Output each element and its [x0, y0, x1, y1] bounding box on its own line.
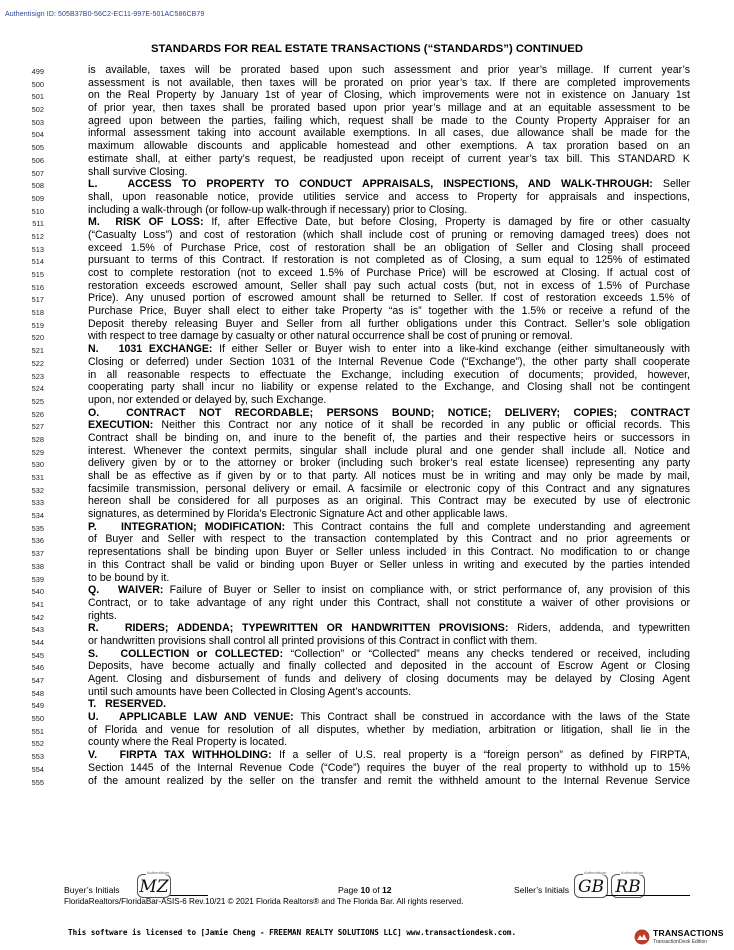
contract-line: [0, 572, 734, 585]
seller-initial-box-1[interactable]: Authentisign GB: [574, 874, 608, 898]
section-heading: R. RIDERS; ADDENDA; TYPEWRITTEN OR HANDWRITTEN PROVISIONS:: [88, 622, 509, 635]
contract-line: [0, 546, 734, 559]
contract-line: [0, 559, 734, 572]
line-number: 519: [31, 320, 44, 330]
line-number: 528: [31, 434, 44, 444]
line-number: 515: [31, 270, 44, 279]
line-number: 533: [31, 498, 44, 508]
line-body: If a seller of U.S. real property is a “foreign person” as defined by FIRPTA,: [271, 749, 690, 762]
line-body: assessment is not available, then taxes will be prorated on prior year’s tax. If there are completed improvements: [88, 76, 690, 89]
line-body: upon, nor extended or delayed by, such Exchange.: [88, 393, 327, 406]
line-body: informal assessment taking into account available exemptions. In all cases, due allowance shall be made for the: [88, 127, 690, 140]
line-text: [88, 369, 690, 382]
line-number: 514: [31, 257, 44, 267]
line-text: [88, 610, 690, 623]
line-text: [88, 457, 690, 470]
line-text: [88, 762, 690, 775]
line-body: in all reasonable respects to effectuate the Exchange, including execution of documents; provided, however,: [88, 368, 690, 381]
line-text: [88, 191, 690, 204]
line-body: with respect to tree damage by casualty or other natural occurrence shall be cost of pruning or removal.: [88, 330, 573, 343]
line-number: 545: [31, 650, 44, 660]
line-body: Deposits, have become actually and finally collected and deposited in the account of Escrow Agent or Closing: [88, 660, 690, 673]
line-number: 523: [31, 371, 44, 381]
contract-line: [0, 102, 734, 115]
line-number: 525: [31, 396, 44, 406]
seller-initial-line: [606, 895, 690, 896]
page-title: STANDARDS FOR REAL ESTATE TRANSACTIONS (“STANDARDS”) CONTINUED: [151, 43, 583, 55]
line-text: [88, 495, 690, 508]
line-number: 547: [31, 676, 44, 685]
line-text: [88, 330, 690, 343]
contract-line: [0, 140, 734, 153]
contract-line: [0, 610, 734, 623]
line-text: [88, 483, 690, 496]
contract-line: [0, 673, 734, 686]
line-body: If, after Effective Date, but before Closing, Property is damaged by fire or other casualty: [203, 216, 690, 229]
line-text: [88, 127, 690, 140]
line-body: Neither this Contract nor any notice of it shall be recorded in any public or official records. This: [153, 419, 690, 432]
line-number: 546: [31, 663, 44, 673]
section-heading: L. ACCESS TO PROPERTY TO CONDUCT APPRAISALS, INSPECTIONS, AND WALK-THROUGH:: [88, 178, 653, 191]
line-number: 518: [31, 308, 44, 318]
line-text: [88, 508, 690, 521]
line-text: [88, 140, 690, 153]
line-body: or handwritten provisions shall control all printed provisions of this Contract in conflict with them.: [88, 634, 538, 647]
line-number: 553: [31, 752, 44, 762]
line-body: Riders, addenda, and typewritten: [508, 622, 690, 635]
line-text: [88, 102, 690, 115]
line-text: [88, 419, 690, 432]
contract-line: [0, 457, 734, 470]
buyer-initial-1: MZ: [139, 877, 169, 897]
line-text: [88, 559, 690, 572]
line-text: [88, 724, 690, 737]
line-number: 536: [31, 536, 44, 546]
line-number: 502: [31, 105, 44, 115]
page-indicator: Page 10 of 12: [338, 885, 392, 895]
line-body: Purchase Price, Buyer shall elect to either take Property “as is” together with the 1.5% or receive a refund of the: [88, 305, 690, 318]
line-number: 532: [31, 485, 44, 495]
line-body: Contract shall be binding on, and inure to the benefit of, the parties and their respective heirs or successors in: [88, 431, 690, 444]
line-text: [88, 521, 690, 534]
line-text: [88, 280, 690, 293]
seller-initial-2: RB: [615, 877, 641, 897]
line-body: Price). Any unused portion of escrowed amount shall be returned to Seller. If cost of restoration exceeds 1.5% of: [88, 292, 690, 305]
buyer-initial-line-2[interactable]: [170, 895, 208, 896]
contract-line: [0, 343, 734, 356]
contract-line: [0, 584, 734, 597]
line-body: county where the Real Property is located.: [88, 736, 288, 749]
logo-subtitle: TransactionDesk Edition: [653, 939, 708, 945]
contract-line: [0, 698, 734, 711]
contract-line: [0, 749, 734, 762]
contract-line: [0, 533, 734, 546]
line-number: 505: [31, 143, 44, 153]
line-number: 535: [31, 523, 44, 533]
contract-line: [0, 280, 734, 293]
line-body: Section 1445 of the Internal Revenue Code (“Code”) requires the buyer of the real property to withhold up to 15%: [88, 761, 690, 774]
section-heading: N. 1031 EXCHANGE:: [88, 343, 213, 356]
page-number: 10: [360, 885, 371, 895]
contract-line: [0, 242, 734, 255]
section-heading: Q. WAIVER:: [88, 584, 164, 597]
line-text: [88, 407, 690, 420]
line-text: [88, 445, 690, 458]
line-body: estimate shall, at either party’s request, be readjusted upon receipt of current year’s tax bill. This STANDARD K: [88, 152, 690, 165]
line-number: 506: [31, 155, 44, 165]
contract-line: [0, 622, 734, 635]
line-body: facsimile transmission, personal delivery or email. A facsimile or electronic copy of this Contract and any signatures: [88, 482, 690, 495]
seller-initial-box-2[interactable]: Authentisign RB: [611, 874, 645, 898]
line-body: “Collection” or “Collected” means any checks tendered or received, including: [283, 647, 690, 660]
line-text: [88, 254, 690, 267]
line-number: 511: [32, 219, 44, 229]
line-text: [88, 204, 690, 217]
line-number: 549: [31, 701, 44, 711]
contract-line: [0, 432, 734, 445]
line-number: 531: [31, 473, 44, 482]
line-text: [88, 229, 690, 242]
line-number: 509: [31, 193, 44, 203]
contract-line: [0, 64, 734, 77]
line-text: [88, 711, 690, 724]
line-number: 548: [31, 688, 44, 698]
line-number: 504: [31, 130, 44, 140]
line-text: [88, 572, 690, 585]
contract-line: [0, 89, 734, 102]
line-text: [88, 584, 690, 597]
line-text: [88, 749, 690, 762]
line-body: representations shall be binding upon Buyer or Seller unless included in this Contract. No modification to or change: [88, 546, 690, 559]
line-text: [88, 673, 690, 686]
line-number: 538: [31, 561, 44, 571]
line-text: [88, 318, 690, 331]
line-body: until such amounts have been Collected in Closing Agent’s accounts.: [88, 685, 412, 698]
line-body: Deposit thereby releasing Buyer and Seller from all further obligations under this Contract. Seller’s sole obligation: [88, 317, 690, 330]
line-number: 540: [31, 587, 44, 597]
contract-line: [0, 229, 734, 242]
line-body: shall survive Closing.: [88, 165, 188, 178]
line-text: [88, 292, 690, 305]
contract-line: [0, 711, 734, 724]
line-text: [88, 115, 690, 128]
contract-line: [0, 127, 734, 140]
section-heading: V. FIRPTA TAX WITHHOLDING:: [88, 749, 272, 762]
line-number: 555: [31, 777, 44, 787]
sellers-initials-label: Seller’s Initials: [514, 885, 570, 895]
contract-line: [0, 330, 734, 343]
seller-initial-1: GB: [577, 877, 605, 897]
contract-line: [0, 166, 734, 179]
line-text: [88, 622, 690, 635]
section-heading: O. CONTRACT NOT RECORDABLE; PERSONS BOUND; NOTICE; DELIVERY; COPIES; CONTRACT: [88, 406, 690, 419]
line-body: shall be as effective as if given by or to that party. All notices must be in writing and may only be made by mail,: [88, 470, 690, 482]
transactions-logo: [634, 927, 730, 947]
line-number: 527: [31, 422, 44, 432]
contract-line: [0, 495, 734, 508]
line-text: [88, 242, 690, 255]
line-text: [88, 546, 690, 559]
line-body: delivery given by or to the attorney or broker (including such broker’s real estate licensee) representing any party: [88, 457, 690, 470]
line-body: to be bound by it.: [88, 571, 170, 584]
line-number: 512: [31, 231, 44, 241]
line-number: 524: [31, 384, 44, 394]
line-text: [88, 660, 690, 673]
line-body: Failure of Buyer or Seller to insist on compliance with, or strict performance of, any provision of this: [163, 584, 690, 597]
contract-line: [0, 508, 734, 521]
line-number: 550: [31, 714, 44, 724]
line-text: [88, 89, 690, 102]
contract-line: [0, 305, 734, 318]
line-body: including a walk-through (or follow-up walk-through if necessary) prior to Closing.: [88, 203, 468, 216]
line-number: 551: [31, 726, 44, 736]
contract-line: [0, 153, 734, 166]
line-number: 529: [31, 447, 44, 457]
line-body: cooperating party shall incur no liability or expense related to the Exchange, and Closing shall not be contingent: [88, 381, 690, 394]
line-text: [88, 356, 690, 369]
line-body: restoration exceeds escrowed amount, Seller shall pay such actual costs (but, not in excess of 1.5% of Purchase: [88, 279, 690, 292]
line-body: interest. Whenever the context permits, singular shall include plural and one gender shall include all. Notice and: [88, 444, 690, 457]
contract-line: [0, 597, 734, 610]
contract-line: [0, 267, 734, 280]
line-number: 508: [31, 181, 44, 191]
line-number: 503: [31, 117, 44, 127]
line-body: Closing or deferred) under Section 1031 of the Internal Revenue Code (“Exchange”), the other party shall cooperate: [88, 355, 690, 368]
line-number: 499: [31, 67, 44, 76]
section-heading: EXECUTION:: [88, 419, 154, 432]
contract-line: [0, 483, 734, 496]
line-text: [88, 267, 690, 280]
line-number: 507: [31, 168, 44, 178]
line-body: hereon shall be considered for all purposes as an original. This Contract may be executed by use of electronic: [88, 495, 690, 508]
contract-line: [0, 369, 734, 382]
line-number: 544: [31, 637, 44, 647]
line-number: 500: [31, 79, 44, 89]
line-number: 521: [31, 346, 44, 356]
line-text: [88, 166, 690, 179]
buyers-initials-label: Buyer’s Initials: [64, 885, 120, 895]
line-text: [88, 178, 690, 191]
line-number: 537: [31, 549, 44, 559]
line-body: Seller: [652, 178, 690, 191]
line-text: [88, 698, 690, 711]
line-text: [88, 343, 690, 356]
line-text: [88, 686, 690, 699]
contract-line: [0, 419, 734, 432]
section-heading: S. COLLECTION or COLLECTED:: [88, 647, 284, 660]
contract-line: [0, 292, 734, 305]
contract-line: [0, 178, 734, 191]
line-number: 541: [31, 599, 44, 609]
contract-line: [0, 204, 734, 217]
page-total: 12: [381, 885, 392, 895]
line-text: [88, 533, 690, 546]
contract-line: [0, 660, 734, 673]
line-text: [88, 64, 690, 77]
line-number: 517: [31, 295, 44, 305]
line-body: in this Contract shall be valid or binding upon Buyer or Seller unless in writing and executed by the parties intended: [88, 558, 690, 571]
line-body: of prior year, then taxes shall be prorated based upon prior year’s millage and at an equitable assessment to be: [88, 102, 690, 115]
section-heading: T. RESERVED.: [88, 698, 167, 711]
line-number: 542: [31, 612, 44, 622]
line-number: 501: [31, 92, 44, 102]
line-number: 526: [31, 409, 44, 419]
line-text: [88, 736, 690, 749]
line-body: rights.: [88, 609, 117, 622]
contract-line: [0, 115, 734, 128]
line-text: [88, 470, 690, 483]
line-text: [88, 394, 690, 407]
line-text: [88, 432, 690, 445]
line-body: (“Casualty Loss”) and cost of restoration (which shall include cost of pruning or removing damaged trees) does not: [88, 228, 690, 241]
contract-line: [0, 648, 734, 661]
line-number: 513: [31, 244, 44, 254]
contract-line: [0, 686, 734, 699]
contract-line: [0, 318, 734, 331]
line-number: 520: [31, 333, 44, 343]
line-number: 539: [31, 574, 44, 584]
line-number: 554: [31, 764, 44, 774]
section-heading: P. INTEGRATION; MODIFICATION:: [88, 520, 286, 533]
line-body: cost to complete restoration (not to exceed 1.5% of Purchase Price) will be escrowed at Closing. If actual cost of: [88, 267, 690, 279]
line-body: Contract, or to take advantage of any right under this Contract, shall not constitute a waiver of other provisions or: [88, 596, 690, 609]
line-text: [88, 153, 690, 166]
line-text: [88, 635, 690, 648]
line-text: [88, 305, 690, 318]
license-notice: This software is licensed to [Jamie Cheng - FREEMAN REALTY SOLUTIONS LLC] www.transactiondesk.com.: [68, 928, 517, 937]
contract-line: [0, 445, 734, 458]
contract-line: [0, 356, 734, 369]
contract-line: [0, 736, 734, 749]
form-revision-line: FloridaRealtors/FloridaBar-ASIS-6 Rev.10/21 © 2021 Florida Realtors® and The Florida Bar. All rights reserved.: [64, 897, 464, 906]
contract-line: [0, 77, 734, 90]
line-body: Agent. Closing and disbursement of funds and delivery of closing documents may be delayed by Closing Agent: [88, 673, 690, 685]
logo-title: TRANSACTIONS: [653, 928, 724, 938]
line-body: maximum allowable discounts and applicable homestead and other exemptions. A tax proration based on an: [88, 140, 690, 153]
line-text: [88, 381, 690, 394]
contract-body: [0, 64, 734, 787]
contract-line: [0, 775, 734, 788]
line-body: of the amount realized by the seller on the transfer and remit the withheld amount to the Internal Revenue Service: [88, 774, 690, 787]
section-heading: M. RISK OF LOSS:: [88, 216, 204, 229]
contract-line: [0, 521, 734, 534]
contract-line: [0, 254, 734, 267]
line-number: 534: [31, 511, 44, 521]
line-body: of Buyer and Seller with respect to the transaction contemplated by this Contract and no prior agreements or: [88, 533, 690, 546]
contract-line: [0, 407, 734, 420]
line-number: 530: [31, 460, 44, 470]
section-heading: U. APPLICABLE LAW AND VENUE:: [88, 711, 294, 724]
line-number: 516: [31, 282, 44, 292]
line-body: shall, upon reasonable notice, provide utilities service and access to Property for appraisals and inspections,: [88, 190, 690, 203]
line-text: [88, 648, 690, 661]
sig-tag: Authentisign: [147, 870, 170, 875]
line-body: This Contract shall be construed in accordance with the laws of the State: [293, 711, 690, 724]
contract-line: [0, 635, 734, 648]
contract-line: [0, 762, 734, 775]
contract-line: [0, 724, 734, 737]
line-body: on the Real Property by January 1st of year of Closing, which improvements were not in existence on January 1st: [88, 89, 690, 102]
contract-line: [0, 216, 734, 229]
line-number: 543: [31, 625, 44, 635]
line-text: [88, 775, 690, 788]
contract-line: [0, 470, 734, 483]
contract-line: [0, 394, 734, 407]
line-body: is available, taxes will be prorated based upon such assessment and prior year’s millage. If current year’s: [88, 64, 690, 76]
line-body: pursuant to terms of this Contract. If restoration is not completed as of Closing, a sum equal to 125% of estimated: [88, 254, 690, 267]
line-body: of Florida and venue for resolution of all disputes, whether by mediation, arbitration or litigation, shall lie in the: [88, 723, 690, 736]
authentisign-id: Authentisign ID: 505B37B0-56C2-EC11-997E-501AC586CB79: [5, 11, 205, 18]
buyer-initial-box-1[interactable]: [137, 870, 171, 898]
line-body: signatures, as determined by Florida’s Electronic Signature Act and other applicable laws.: [88, 508, 508, 521]
line-text: [88, 216, 690, 229]
line-body: agreed upon between the parties, failing which, request shall be made to the County Property Appraiser for an: [88, 114, 690, 127]
contract-line: [0, 381, 734, 394]
contract-line: [0, 191, 734, 204]
line-number: 552: [31, 739, 44, 749]
line-body: This Contract contains the full and complete understanding and agreement: [285, 520, 690, 533]
line-text: [88, 77, 690, 90]
transactions-logo-icon: [634, 929, 650, 945]
line-number: 522: [31, 358, 44, 368]
line-text: [88, 597, 690, 610]
line-body: If either Seller or Buyer wish to enter into a like-kind exchange (either simultaneously with: [212, 343, 690, 356]
line-number: 510: [31, 206, 44, 216]
line-body: exceed 1.5% of Purchase Price, cost of restoration shall be an obligation of Seller and Closing shall proceed: [88, 241, 690, 254]
